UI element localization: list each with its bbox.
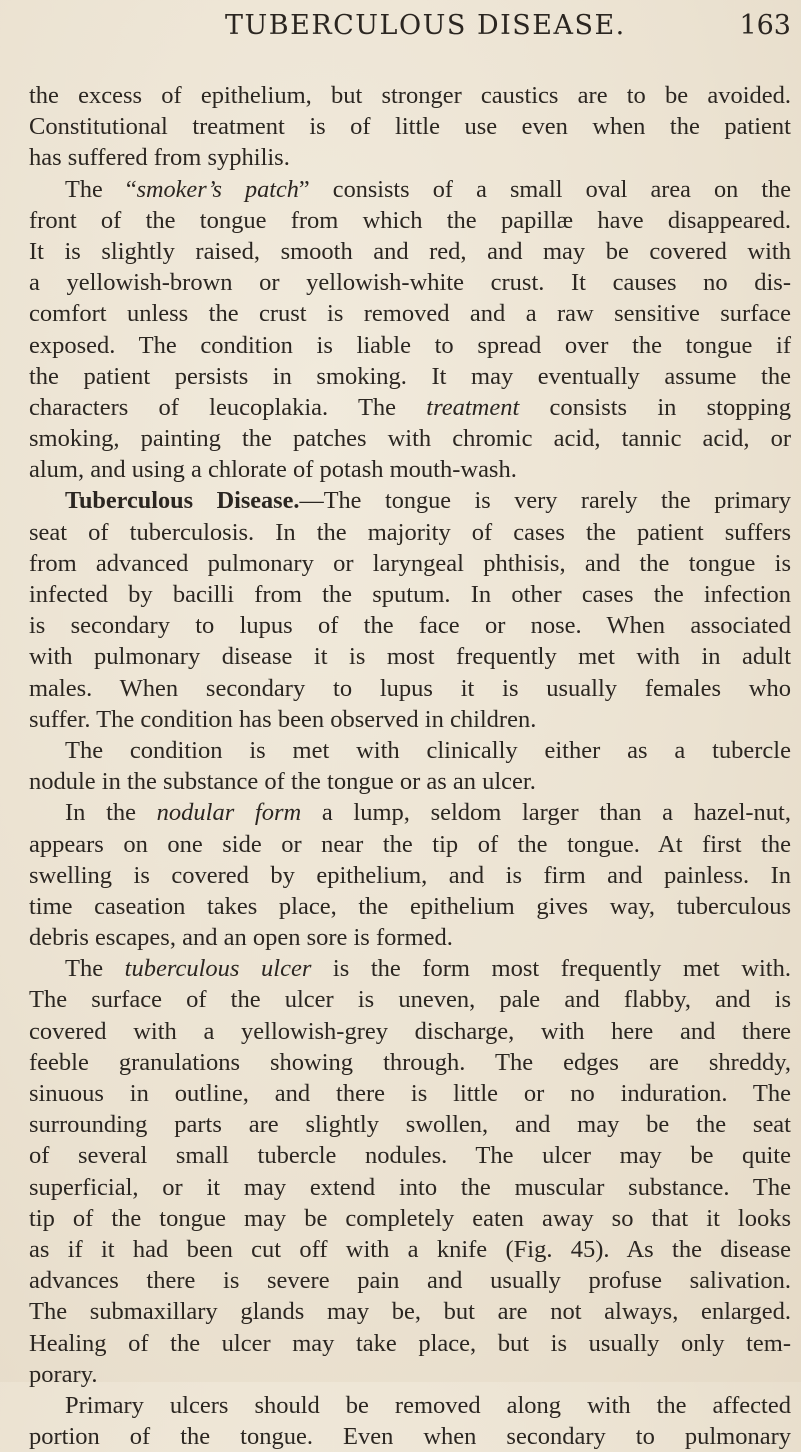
text-span: portion of the tongue. Even when secondary to pulmonary [29,1423,791,1451]
text-span: consists in stopping [519,393,791,421]
text-line [29,1140,791,1171]
text-span: debris escapes, and an open sore is formed. [29,924,453,952]
text-line [29,610,791,641]
text-span: covered with a yellowish-grey discharge, with here and there [29,1017,791,1045]
text-line [29,174,791,205]
text-line [29,579,791,610]
text-line [29,1016,791,1047]
text-line [29,829,791,860]
text-span: tip of the tongue may be completely eaten away so that it looks [29,1204,791,1232]
text-span: front of the tongue from which the papillæ have disappeared. [29,206,791,234]
text-span: is the form most frequently met with. [311,955,791,983]
text-line [29,1203,791,1234]
text-line [29,1296,791,1327]
text-line [29,1078,791,1109]
text-line [29,922,791,953]
text-line [29,361,791,392]
page-number: 163 [739,10,791,41]
text-line [29,517,791,548]
text-span: with pulmonary disease it is most frequently met with in adult [29,643,791,671]
italic-text: nodular form [156,799,302,827]
text-span: appears on one side or near the tip of the tongue. At first the [29,830,791,858]
running-head [0,6,801,50]
text-span: smoking, painting the patches with chromic acid, tannic acid, or [29,425,791,453]
text-line [29,485,791,516]
text-line [29,735,791,766]
text-line [29,392,791,423]
text-span: a yellowish-brown or yellowish-white crust. It causes no dis- [29,269,791,297]
text-span: has suffered from syphilis. [29,144,290,172]
text-line [29,1109,791,1140]
text-span: exposed. The condition is liable to spread over the tongue if [29,331,791,359]
text-span: The surface of the ulcer is uneven, pale and flabby, and is [29,986,791,1014]
text-line [29,330,791,361]
text-line [29,1359,791,1390]
text-line [29,1328,791,1359]
text-span: porary. [29,1360,98,1388]
text-line [29,205,791,236]
text-span: surrounding parts are slightly swollen, and may be the seat [29,1111,791,1139]
running-title: TUBERCULOUS DISEASE. [225,10,626,41]
text-span: of several small tubercle nodules. The ulcer may be quite [29,1142,791,1170]
text-line [29,797,791,828]
text-span: The “ [65,175,137,203]
text-span: Healing of the ulcer may take place, but is usually only tem- [29,1329,791,1357]
text-line [29,267,791,298]
text-span: seat of tuberculosis. In the majority of cases the patient suffers [29,518,791,546]
text-line [29,423,791,454]
text-span: time caseation takes place, the epithelium gives way, tuberculous [29,892,791,920]
text-span: a lump, seldom larger than a hazel-nut, [301,799,791,827]
text-span: infected by bacilli from the sputum. In other cases the infection [29,581,791,608]
text-line [29,673,791,704]
text-line [29,111,791,142]
text-span: nodule in the substance of the tongue or as an ulcer. [29,768,536,796]
italic-text: smoker’s patch [136,175,299,203]
text-line [29,1265,791,1296]
text-span: from advanced pulmonary or laryngeal phthisis, and the tongue is [29,549,791,577]
text-line [29,298,791,329]
text-span: ” consists of a small oval area on the [298,175,791,203]
text-span: Constitutional treatment is of little use even when the patient [29,113,791,141]
text-line [29,766,791,797]
text-span: In the [65,799,157,827]
text-span: males. When secondary to lupus it is usually females who [29,674,791,702]
text-span: The condition is met with clinically either as a tubercle [65,736,791,764]
italic-text: treatment [426,393,520,421]
text-line [29,1047,791,1078]
text-span: The submaxillary glands may be, but are not always, enlarged. [29,1298,791,1326]
text-line [29,860,791,891]
text-span: comfort unless the crust is removed and a raw sensitive surface [29,300,791,328]
text-line [29,1234,791,1265]
text-line [29,1421,791,1452]
text-span: Primary ulcers should be removed along with the affected [65,1391,791,1419]
text-line [29,1172,791,1203]
text-line [29,548,791,579]
text-line [29,80,791,111]
text-line [29,454,791,485]
italic-text: tuberculous ulcer [124,955,312,983]
text-span: is secondary to lupus of the face or nose. When associated [29,612,791,640]
text-line [29,236,791,267]
text-span: suffer. The condition has been observed in children. [29,705,537,733]
text-line [29,891,791,922]
text-span: as if it had been cut off with a knife (Fig. 45). As the disease [29,1235,791,1263]
text-line [29,1390,791,1421]
text-span: characters of leucoplakia. The [29,393,427,421]
text-span: feeble granulations showing through. The edges are shreddy, [29,1048,791,1076]
text-span: the excess of epithelium, but stronger caustics are to be avoided. [29,82,791,109]
text-span: sinuous in outline, and there is little or no induration. The [29,1080,791,1107]
text-span: the patient persists in smoking. It may eventually assume the [29,362,791,390]
text-span: alum, and using a chlorate of potash mouth-wash. [29,456,517,484]
section-heading: Tuberculous Disease. [65,487,300,515]
text-line [29,641,791,672]
text-span: It is slightly raised, smooth and red, and may be covered with [29,237,791,265]
text-span: superficial, or it may extend into the muscular substance. The [29,1173,791,1201]
text-span: The [65,955,125,983]
text-line [29,704,791,735]
text-line [29,953,791,984]
body-text [29,80,791,1452]
text-line [29,984,791,1015]
text-span: advances there is severe pain and usually profuse salivation. [29,1267,791,1295]
text-span: swelling is covered by epithelium, and is firm and painless. In [29,861,791,889]
text-span: —The tongue is very rarely the primary [299,487,791,515]
text-line [29,142,791,173]
